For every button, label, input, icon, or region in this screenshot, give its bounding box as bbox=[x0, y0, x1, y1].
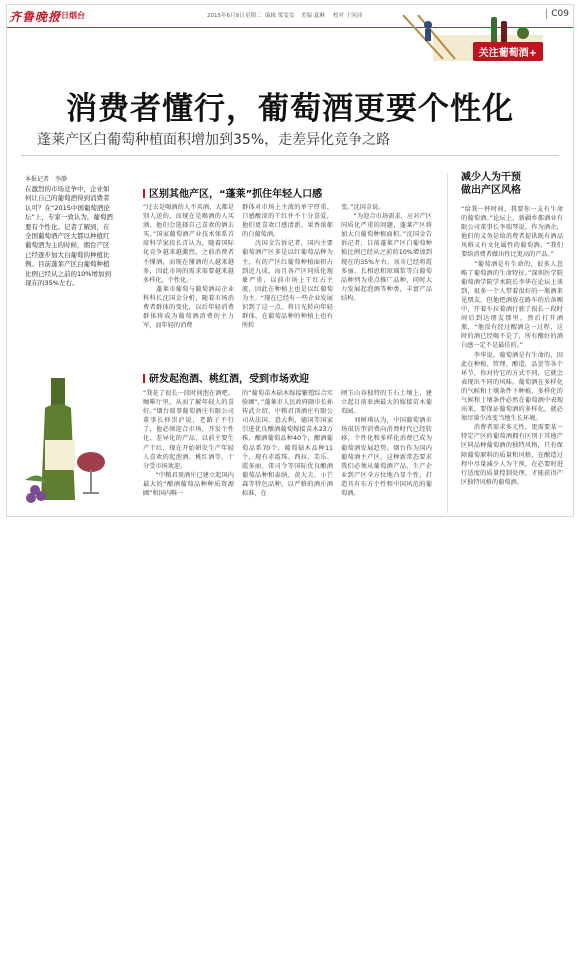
column-separator bbox=[447, 173, 448, 513]
designer-credit: 美编 夏琳 bbox=[301, 13, 325, 19]
section-2-column-3: 闸玉山谷独特的玉石土壤上，建立起目前亚洲最大的嫁接苗木葡萄园。 刘树琪认为，中国葡萄酒市场很仿型消费向消费时代已经转移，个性化和多样化消费已成为葡萄酒发展趋势。烟台作为国内葡萄酒主产区，这种新常态要求我们必须从葡萄酒产品、生产企业到产区全方位地凸显个性，打造具有东方个性和中国风范的葡萄酒。 bbox=[341, 390, 432, 498]
sidebar-column: “给我一杯时间，我要你一支有生命的葡萄酒。”论坛上，新疆乡都酒业有限公司董事长李瑞琴说，作为酒企，他们的义务是给消费者提供既有酒品风格又有文化属性的葡萄酒。“我们要给消费者做出性比更高的产品。” “葡萄酒是有生命的，很多人忽略了葡萄酒的生命特征。”深圳医学院葡萄酒学院学术院长李华在论坛上谈到，很多一个人带着很好的一瓶酒来见朋友，但他把酒放在路车的后备厢中，开着车拉着酒行驶了很长一段时间后到达朋友那里，然后打开酒瓶，“他没有经过醒酒这一过程，这时的酒已经喝不是了，所有酿好的酒白感一定不是最佳的。” 李华说，葡萄酒是有生命的，因此在种植、管理、酿造、品尝等各个环节，你对待它的方式不同，它就会表现出不同的风味。葡萄酒在多样化的气候和土壤条件下种植，多样化的气候和土壤条件必然在葡萄酒中表现出来，要保证葡萄酒的多样化，就必须尽量少改变当地生长环境。 消费者需求多元性，更需要某一特定产区的葡萄酒拥有区别于其他产区同品种葡萄酒的独特风格，只有保障葡萄原料的质量和风格，在酿造过程中尽量减少人为干预，在必要时进行适度的质量控制处理，才能获得产区独特风格的葡萄酒。 bbox=[461, 206, 563, 486]
divider bbox=[21, 155, 559, 156]
section-name: 今日烟台 bbox=[53, 11, 85, 20]
article-headline: 消费者懂行，葡萄酒更要个性化 bbox=[66, 91, 514, 127]
newspaper-logo: 齐鲁晚报 bbox=[9, 10, 62, 24]
lead-paragraph: 在激烈的市场竞争中，企业如何让自己的葡萄酒得到消费者认可？在“2015中国葡萄酒论坛”上，专家一致认为，葡萄酒要有个性化。记者了解到，在全国葡萄酒产区大都以种植红葡萄酒为主的时候，烟台产区已经逐步加大白葡萄的种植比例。目前蓬莱产区白葡萄种植比例已经从之前的10%增加到现在的35%左右。 bbox=[25, 185, 113, 288]
section-title-1: 区别其他产区，“蓬莱”抓住年轻人口感 bbox=[143, 185, 322, 200]
wine-illustration bbox=[21, 370, 121, 510]
page-number: C09 bbox=[546, 9, 569, 19]
section-2-column-2: 的“葡萄苗木砧木嫁接繁殖综合实验圃”，”蓬莱市人民政府副市长孙传武介绍，中粮君顶酒庄有限公司从法国、意大利、德国等国家引进优良酿酒葡萄嫁接苗木23万株，酿酒葡萄品种40个，酿酒葡萄品系70个，葡萄砧木品种11个，现有赤霞珠、西拉、美乐、霞多丽、雷司令等国际优良酿酒葡萄品种和泰纳、黄大夫、小芒森等特色品种，以严格的酒庄酒标准，在 bbox=[242, 390, 333, 498]
sidebar-title bbox=[461, 171, 521, 197]
article-subhead: 蓬莱产区白葡萄种植面积增加到35%，走差异化竞争之路 bbox=[37, 132, 391, 148]
section-1-column-3: 变。”沈国金说。 “为迎合市场需求，应对产区同质化严重的问题，蓬莱产区将加大白葡萄种植面积。”沈国金告诉记者，目前蓬莱产区白葡萄种植比例已经从之前的10%增加到现在的35%左右。该市已经将霞多丽、长相思和琼瑶浆等白葡萄品种列为重点推广品种，同时大力发展起泡酒等种类，丰富产品结构。 bbox=[341, 204, 432, 302]
byline: 本报记者 李静 bbox=[25, 176, 68, 183]
column-banner bbox=[373, 15, 543, 61]
editor-credit: 编辑 梁雯雯 bbox=[265, 13, 295, 19]
issue-weekday: 星期二 bbox=[245, 13, 262, 19]
banner-tag: 关注葡萄酒+ bbox=[473, 42, 543, 61]
section-1-column-2: 群体对市场上主流的单宁厚重、口感酸涩的干红并不十分喜爱，他们更喜欢口感清新、果香浓郁的白葡萄酒。 沈国金告诉记者，国内主要葡萄酒产区多是以红葡萄品种为主，有的产区红葡萄种植面积占到近九成，而且各产区同质化现象严重，以前市场上干红占主流，因此在种植上也是以红葡萄为主。“现在已经有一些企业发展识到了这一点，将目光转向年轻群体，在葡萄品种的种植上也有所转 bbox=[242, 204, 333, 330]
section-1-column-1: “过去是喝酒的人不买酒，大都是别人送的，而现在是喝酒的人买酒，他们会选择自己喜欢的酒去买。”国家葡萄酒产业技术体系首席科学家段长青认为，随着国际化竞争越来越激烈，之前消费者不懂酒，而现在懂酒的人越来越多，因此市场的需求需要越来越多样化、个性化。 蓬莱市葡萄与葡萄酒局企业科科长沈国金分析，随着市场消费者群体的变化，以后年轻消费群体将成为葡萄酒消费的主力军，而年轻的消费 bbox=[143, 204, 234, 330]
section-2-column-1: “我花了很长一段时间泡在酒吧、咖啡厅里，从而了解年轻人的喜好。”烟台瑞事葡萄酒庄有限公司董事长仲崇沪说，老路子不行了，他必须迎合市场，开发个性化、差异化的产品，以前主要生产干红，现在开始研发生产年轻人喜欢的起泡酒、桃红酒等，十分受市场欢迎。 “中粮君顶酒庄已建立起国内最大的“酿酒葡萄品种种质资源圃”和国内唯一 bbox=[143, 390, 234, 498]
section-title-2: 研发起泡酒、桃红酒，受到市场欢迎 bbox=[143, 370, 309, 385]
issue-date: 2015年6月9日 bbox=[207, 13, 245, 19]
sidebar-title-line-1: 减少人为干预 bbox=[461, 172, 521, 183]
sidebar-title-line-2: 做出产区风格 bbox=[461, 185, 521, 196]
newspaper-page bbox=[6, 4, 574, 517]
proof-credit: 校对 于同沛 bbox=[333, 13, 363, 19]
